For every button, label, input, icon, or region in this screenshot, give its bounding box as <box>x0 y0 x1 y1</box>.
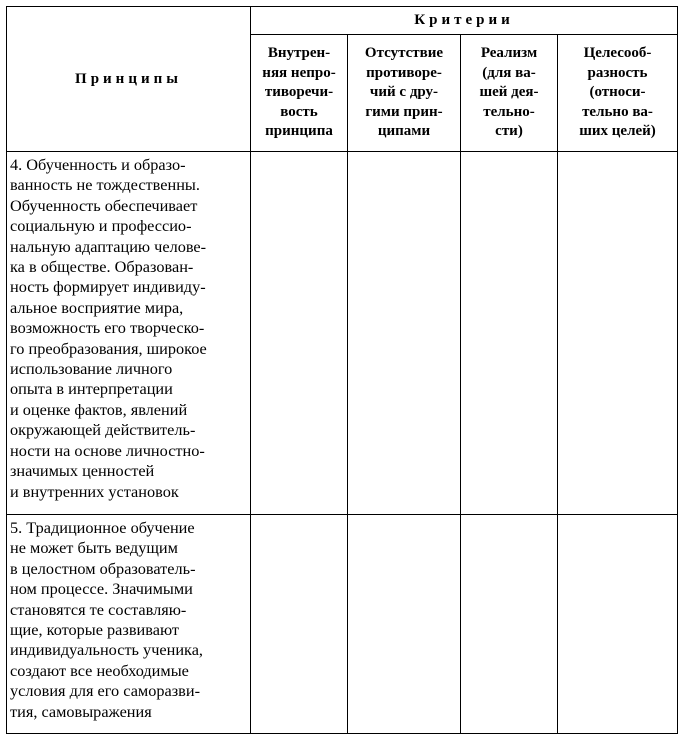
text-line: нальную адаптацию челове- <box>10 236 207 256</box>
text-line: тия, самовыражения <box>10 701 152 721</box>
table-row <box>7 152 678 515</box>
criterion-realism <box>461 35 558 152</box>
text-line: и внутренних установок <box>10 481 179 501</box>
text-line: 5. Традиционное обучение <box>10 518 195 537</box>
text-line: принципа <box>265 123 333 140</box>
text-line: ципами <box>377 123 431 140</box>
text-line: использование личного <box>10 359 173 379</box>
text-line: Отсутствие <box>364 45 444 62</box>
text-line: вость <box>280 103 318 120</box>
text-line: гими прин- <box>365 103 443 120</box>
empty-cell[interactable] <box>558 515 678 734</box>
text-line: создают все необходимые <box>10 660 189 680</box>
text-line: чий с дру- <box>369 84 439 101</box>
text-line: щие, которые развивают <box>10 620 180 640</box>
text-line: ности на основе личностно- <box>10 440 205 460</box>
text-line: и оценке фактов, явлений <box>10 399 188 419</box>
empty-cell[interactable] <box>348 515 461 734</box>
principle-cell <box>7 152 251 515</box>
text-line: Внутрен- <box>267 45 331 62</box>
text-line: альное восприятие мира, <box>10 297 184 317</box>
text-line: тельно ва- <box>582 103 653 120</box>
text-line: возможность его творческо- <box>10 318 205 338</box>
empty-cell[interactable] <box>461 515 558 734</box>
empty-cell[interactable] <box>461 152 558 515</box>
text-line: шей дея- <box>479 84 539 101</box>
criterion-internal-consistency <box>251 35 348 152</box>
text-line: значимых ценностей <box>10 461 155 481</box>
text-line: разность <box>587 64 648 81</box>
criterion-no-contradictions <box>348 35 461 152</box>
text-line: Обученность обеспечивает <box>10 195 198 215</box>
text-line: (для ва- <box>482 64 536 81</box>
criteria-header: Критерии <box>251 7 678 35</box>
text-line: тиворечи- <box>264 84 334 101</box>
text-line: противоре- <box>366 64 442 81</box>
text-line: Целесооб- <box>583 45 652 62</box>
text-line: няя непро- <box>262 64 336 81</box>
text-line: Реализм <box>480 45 538 62</box>
table-row <box>7 515 678 734</box>
text-line: социальную и профессио- <box>10 216 192 236</box>
principles-header: Принципы <box>7 7 251 152</box>
text-line: окружающей действитель- <box>10 420 196 440</box>
text-line: ном процессе. Значимыми <box>10 579 193 599</box>
text-line: становятся те составляю- <box>10 599 187 619</box>
empty-cell[interactable] <box>558 152 678 515</box>
text-line: ность формирует индивиду- <box>10 277 206 297</box>
text-line: сти) <box>495 123 523 140</box>
criterion-expediency <box>558 35 678 152</box>
text-line: го преобразования, широкое <box>10 338 207 358</box>
text-line: 4. Обученность и образо- <box>10 155 186 174</box>
text-line: не может быть ведущим <box>10 538 178 558</box>
empty-cell[interactable] <box>251 515 348 734</box>
text-line: тельно- <box>483 103 535 120</box>
text-line: ших целей) <box>579 123 656 140</box>
text-line: ка в обществе. Образован- <box>10 257 194 277</box>
principles-criteria-table <box>6 6 678 734</box>
principle-cell <box>7 515 251 734</box>
text-line: условия для его саморазви- <box>10 681 200 701</box>
empty-cell[interactable] <box>348 152 461 515</box>
text-line: опыта в интерпретации <box>10 379 173 399</box>
empty-cell[interactable] <box>251 152 348 515</box>
text-line: индивидуальность ученика, <box>10 640 203 660</box>
text-line: (относи- <box>589 84 646 101</box>
text-line: в целостном образователь- <box>10 558 196 578</box>
text-line: ванность не тождественны. <box>10 175 200 195</box>
